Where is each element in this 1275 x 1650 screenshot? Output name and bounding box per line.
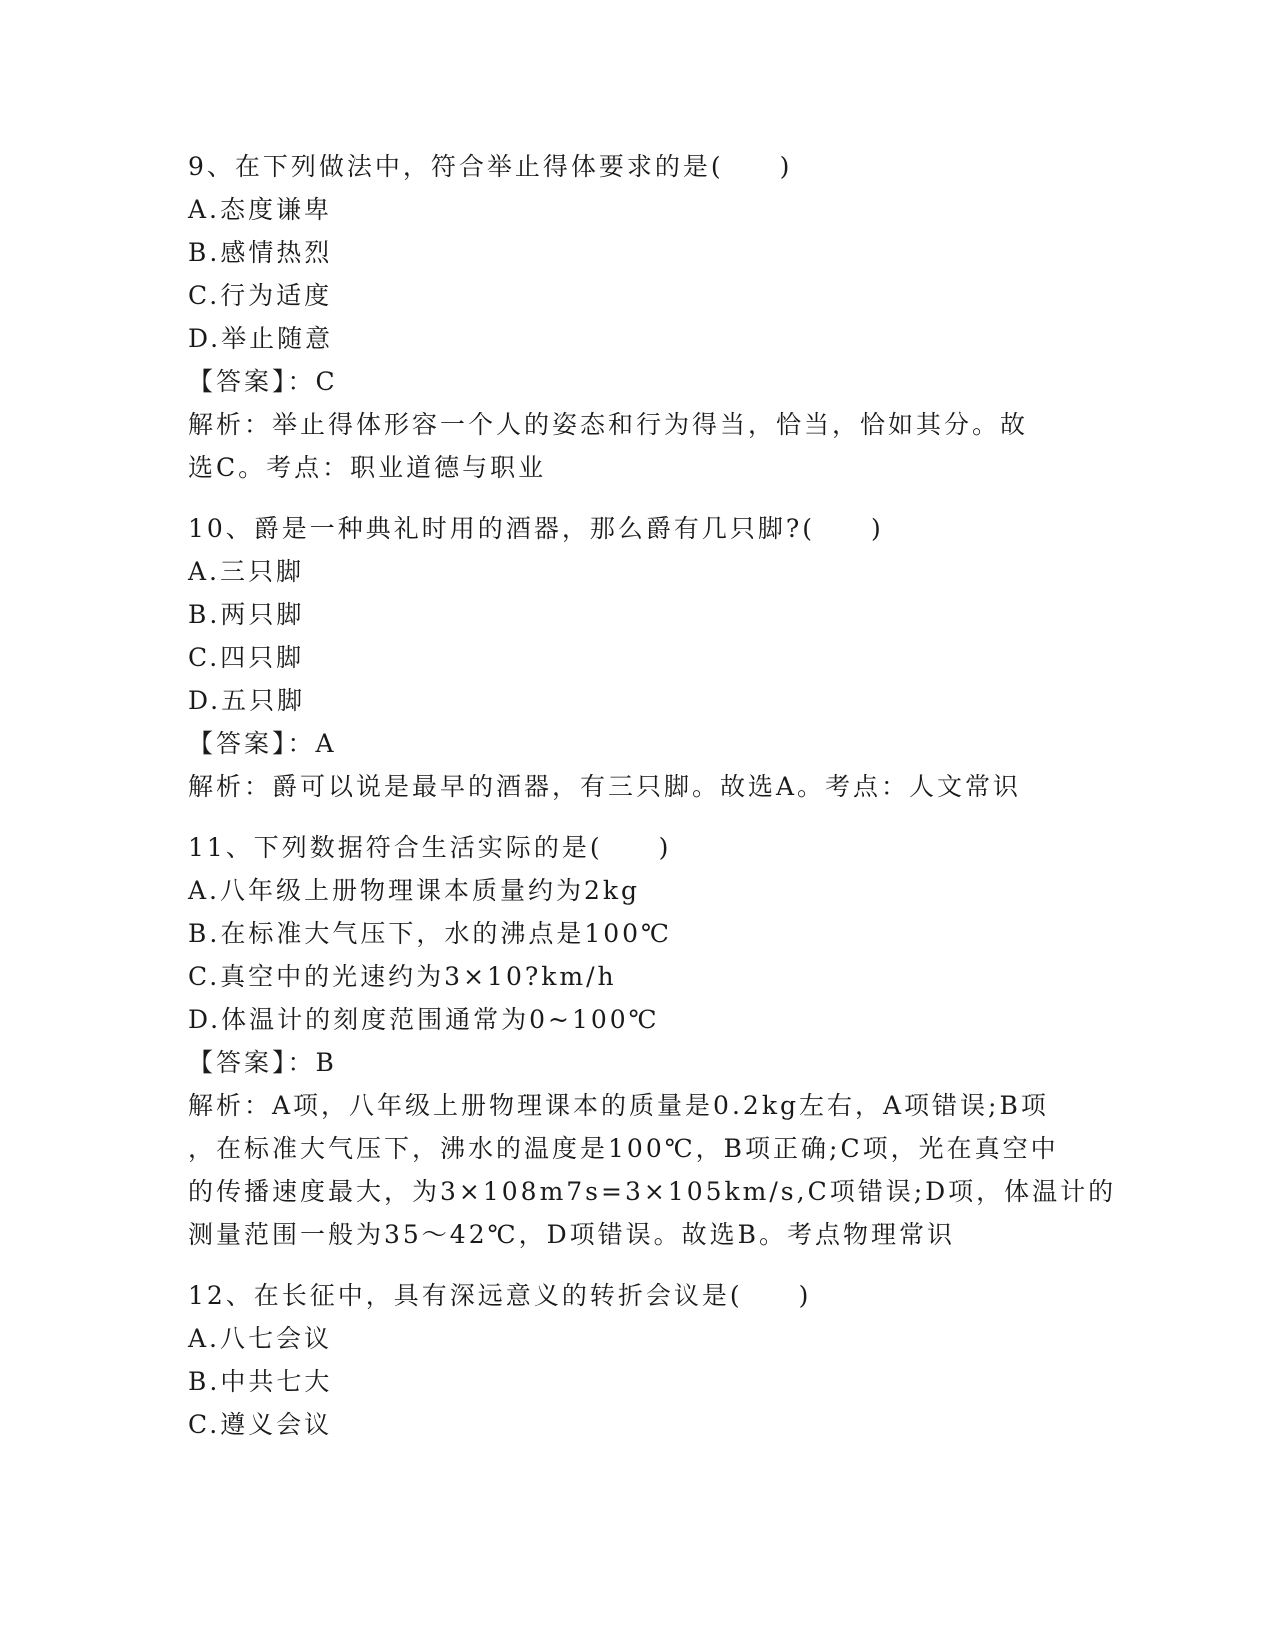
question-9 <box>188 145 1088 489</box>
analysis-line: 测量范围一般为35～42℃，D项错误。故选B。考点物理常识 <box>188 1220 956 1249</box>
analysis-line: 解析：爵可以说是最早的酒器，有三只脚。故选A。考点：人文常识 <box>188 772 1022 801</box>
question-stem: 9、在下列做法中，符合举止得体要求的是( ) <box>188 152 793 181</box>
option-d: D.五只脚 <box>188 686 306 715</box>
option-b: B.中共七大 <box>188 1367 333 1396</box>
option-a: A.态度谦卑 <box>188 195 333 224</box>
option-a: A.八年级上册物理课本质量约为2kg <box>188 876 641 905</box>
analysis-line: 的传播速度最大，为3×108m7s=3×105km/s,C项错误;D项，体温计的 <box>188 1177 1117 1206</box>
option-d: D.举止随意 <box>188 324 334 353</box>
option-c: C.遵义会议 <box>188 1410 333 1439</box>
option-c: C.四只脚 <box>188 643 305 672</box>
question-10 <box>188 507 1088 808</box>
analysis-line: 选C。考点：职业道德与职业 <box>188 453 547 482</box>
option-b: B.感情热烈 <box>188 238 333 267</box>
option-b: B.在标准大气压下，水的沸点是100℃ <box>188 919 673 948</box>
answer-line: 【答案】：C <box>188 367 338 396</box>
question-11 <box>188 826 1117 1256</box>
option-d: D.体温计的刻度范围通常为0~100℃ <box>188 1005 660 1034</box>
option-c: C.真空中的光速约为3×10?km/h <box>188 962 617 991</box>
option-b: B.两只脚 <box>188 600 305 629</box>
question-stem: 10、爵是一种典礼时用的酒器，那么爵有几只脚?( ) <box>188 514 884 543</box>
analysis-line: ，在标准大气压下，沸水的温度是100℃，B项正确;C项，光在真空中 <box>188 1134 1059 1163</box>
analysis-line: 解析：A项，八年级上册物理课本的质量是0.2kg左右，A项错误;B项 <box>188 1091 1049 1120</box>
answer-line: 【答案】：B <box>188 1048 337 1077</box>
option-a: A.三只脚 <box>188 557 305 586</box>
option-a: A.八七会议 <box>188 1324 333 1353</box>
question-stem: 11、下列数据符合生活实际的是( ) <box>188 833 672 862</box>
option-c: C.行为适度 <box>188 281 333 310</box>
answer-line: 【答案】：A <box>188 729 337 758</box>
document-page <box>188 145 1117 1446</box>
analysis-line: 解析：举止得体形容一个人的姿态和行为得当，恰当，恰如其分。故 <box>188 410 1029 439</box>
question-12 <box>188 1274 1088 1446</box>
question-stem: 12、在长征中，具有深远意义的转折会议是( ) <box>188 1281 812 1310</box>
